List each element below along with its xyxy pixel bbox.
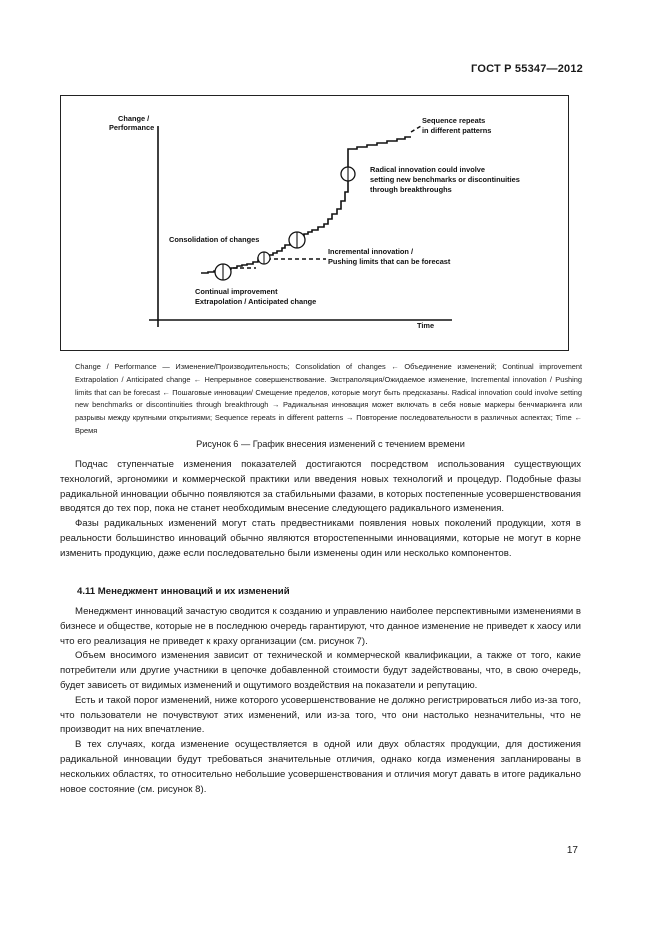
- marker-radical: [341, 167, 355, 181]
- body-section-intro: [60, 458, 581, 562]
- paragraph-2: Фазы радикальных изменений могут стать предвестниками появления новых поколений продукции, хотя в реальности большинство инноваций обычно являются второстепенными инновациями, которые не могут в корне изменить продукцию, даже если последовательно были изменены один или несколько компонентов.: [60, 518, 581, 559]
- label-sequence-2: in different patterns: [422, 126, 492, 135]
- figure-title: Рисунок 6 — График внесения изменений с течением времени: [196, 439, 465, 449]
- paragraph-5: Есть и такой порог изменений, ниже которого усовершенствование не должно регистрироваться либо из-за того, что пользователи не почувствуют этих изменений, или из-за того, что они настолько незначительны, что не производит на них впечатление.: [60, 694, 581, 736]
- figure-6-diagram: [60, 95, 569, 351]
- change-over-time-diagram: [61, 96, 570, 352]
- label-radical-3: through breakthroughs: [370, 185, 452, 194]
- label-consolidation: Consolidation of changes: [169, 235, 260, 244]
- paragraph-4: Объем вносимого изменения зависит от технической и коммерческой квалификации, а также от того, какие потребители или другие участники в цепочке добавленной стоимости будут задействованы, что, в свою очередь, будет зависеть от видимых изменений и ощутимого воздействия на показатели и репутацию.: [60, 650, 581, 691]
- label-continual-2: Extrapolation / Anticipated change: [195, 297, 317, 306]
- marker-incremental: [258, 252, 270, 264]
- paragraph-1: Подчас ступенчатые изменения показателей достигаются посредством использования существующих технологий, эргономики и коммерческой практики или введения новых технологий и процедур. Подобные фазы радикальной инновации обычно появляются за стабильными фазами, в которых постепенные усовершенствования вводятся до тех пор, пока не станет необходимым внесение следующего радикального изменения.: [60, 459, 581, 515]
- label-radical-1: Radical innovation could involve: [370, 165, 485, 174]
- sequence-dash: [411, 126, 421, 132]
- label-continual-1: Continual improvement: [195, 287, 278, 296]
- x-axis-label: Time: [417, 321, 435, 330]
- label-sequence-1: Sequence repeats: [422, 116, 486, 125]
- standard-header: ГОСТ Р 55347—2012: [471, 63, 583, 75]
- page-number: 17: [566, 845, 578, 856]
- y-axis-label-2: Performance: [109, 123, 155, 132]
- paragraph-3: Менеджмент инноваций зачастую сводится к созданию и управлению наиболее перспективными изменениями в бизнесе и обществе, которые не в последнюю очередь гарантируют, что данное изменение не приведет к хаосу или что его реализация не приведет к краху организации (см. рисунок 7).: [60, 606, 581, 647]
- marker-continual: [215, 264, 231, 280]
- figure-legend-caption: Change / Performance — Изменение/Производительность; Consolidation of changes ← Объединение изменений; Continual improvement Extrapolation / Anticipated change ← Непрерывное совершенствование. Экстраполяция/Ожидаемое изменение, Incremental innovation / Pushing limits that can be forecast ← Пошаговые инновации/ Смещение пределов, которые могут быть предсказаны. Radical innovation could involve setting new benchmarks or discontinuities through breakthrough → Радикальная инновация может включать в себя новые маркеры бенчмаркинга или разрывы между крупными открытиями; Sequence repeats in different patterns → Повторение последовательности в различных аспектах; Time ← Время: [75, 362, 582, 435]
- label-incremental-1: Incremental innovation /: [328, 247, 414, 256]
- marker-consolidation: [289, 232, 305, 248]
- paragraph-6: В тех случаях, когда изменение осуществляется в одной или двух областях продукции, для достижения радикальной инновации будут требоваться значительные отличия, однако когда изменения запланированы в нескольких областях, то относительно небольшие усовершенствования и отличия могут давать в итоге радикально новое состояние (см. рисунок 8).: [60, 739, 581, 795]
- body-section-4-11: [60, 605, 581, 797]
- label-incremental-2: Pushing limits that can be forecast: [328, 257, 451, 266]
- y-axis-label-1: Change /: [118, 114, 150, 123]
- label-radical-2: setting new benchmarks or discontinuities: [370, 175, 520, 184]
- section-heading: 4.11 Менеджмент инноваций и их изменений: [77, 586, 290, 597]
